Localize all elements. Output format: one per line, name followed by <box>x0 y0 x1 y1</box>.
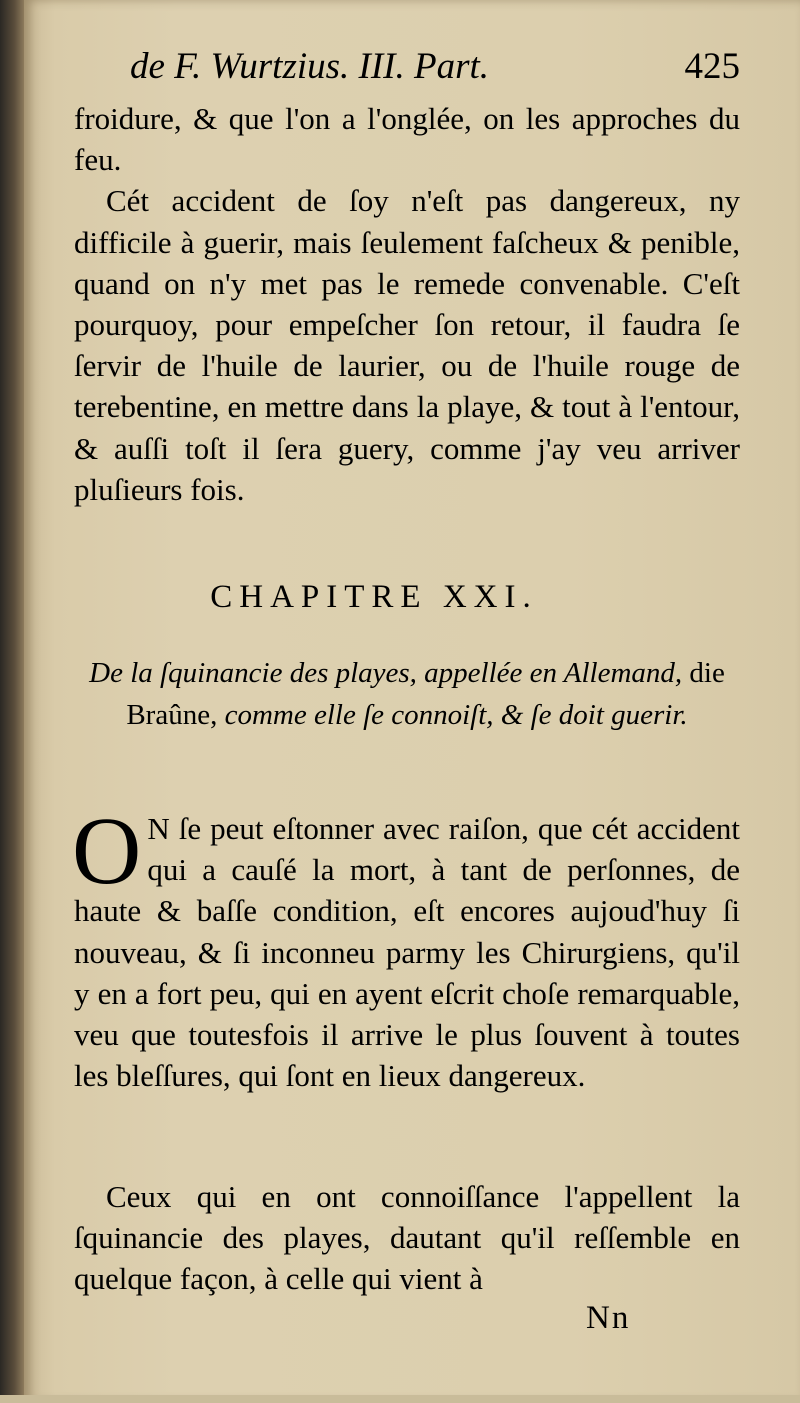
chapter-subtitle-part-1: De la ſquinancie des playes, appellée en Allemand, <box>89 657 683 689</box>
chapter-subtitle <box>74 652 740 736</box>
paragraph-3: Ceux qui en ont connoiſſance l'appellent la ſquinancie des playes, dautant qu'il reſſemble en quelque façon, à celle qui vient à <box>74 1179 740 1297</box>
paragraph-1 <box>74 98 740 510</box>
paragraph-2-text: N ſe peut eſtonner avec raiſon, que cét accident qui a cauſé la mort, à tant de perſonnes, de haute & baſſe condition, eſt encores aujoud'huy ſi nouveau, & ſi inconneu parmy les Chirurgiens, qu'il y en a fort peu, qui en ayent eſcrit choſe remarquable, veu que toutesfois il arrive le plus ſouvent à toutes les bleſſures, qui ſont en lieux dangereux. <box>74 811 740 1094</box>
paragraph-1-continuation: froidure, & que l'on a l'onglée, on les approches du feu. <box>74 101 740 178</box>
chapter-subtitle-part-2: die Braûne, <box>126 657 725 731</box>
signature-mark: Nn <box>586 1300 631 1336</box>
chapter-title: CHAPITRE XXI. <box>210 579 538 615</box>
running-head: de F. Wurtzius. III. Part. <box>130 46 490 87</box>
page-number: 425 <box>684 46 740 87</box>
drop-cap: O <box>72 797 142 904</box>
paragraph-1-main: Cét accident de ſoy n'eſt pas dangereux, ny difficile à guerir, mais ſeulement faſcheux & penible, quand on n'y met pas le remede convenable. C'eſt pourquoy, pour empeſcher ſon retour, il faudra ſe ſervir de l'huile de laurier, ou de l'huile rouge de terebentine, en mettre dans la playe, & tout à l'entour, & auſſi toſt il ſera guery, comme j'ay veu arriver pluſieurs fois. <box>74 183 740 507</box>
page-bottom-edge <box>0 1395 800 1403</box>
page-header <box>130 44 740 90</box>
book-gutter <box>0 0 24 1403</box>
paragraph-2 <box>72 797 740 1096</box>
chapter-subtitle-part-3: comme elle ſe connoiſt, & ſe doit guerir. <box>224 699 688 731</box>
